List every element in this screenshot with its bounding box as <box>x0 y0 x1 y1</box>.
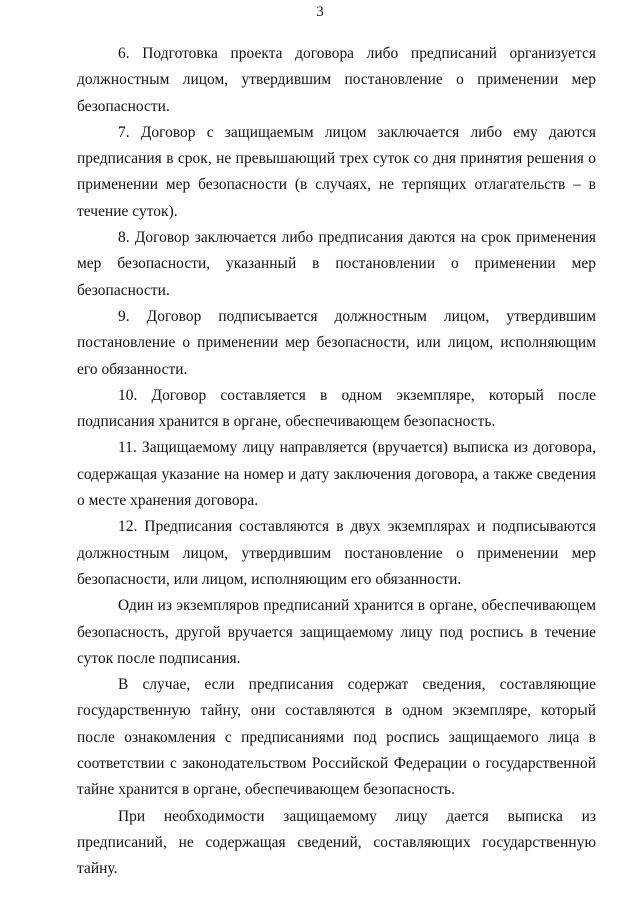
paragraph-copies-storage: Один из экземпляров предписаний хранится в органе, обеспечивающем безопасность, другой вручается защищаемому лицу под роспись в течение суток после подписания. <box>77 597 596 667</box>
page-number: 3 <box>316 4 324 20</box>
document-body <box>77 41 596 883</box>
paragraph-10: 10. Договор составляется в одном экземпляре, который после подписания хранится в органе, обеспечивающем безопасность. <box>77 386 596 431</box>
paragraph-state-secret: В случае, если предписания содержат сведения, составляющие государственную тайну, они составляются в одном экземпляре, который после ознакомления с предписаниями под роспись защищаемого лица в соответствии с законодательством Российской Федерации о государственной тайне хранится в органе, обеспечивающем безопасность. <box>77 676 596 799</box>
paragraph-extract: При необходимости защищаемому лицу дается выписка из предписаний, не содержащая сведений, составляющих государственную тайну. <box>77 807 596 878</box>
paragraph-6: 6. Подготовка проекта договора либо предписаний организуется должностным лицом, утвердившим постановление о применении мер безопасности. <box>77 45 596 115</box>
paragraph-7: 7. Договор с защищаемым лицом заключается либо ему даются предписания в срок, не превышающий трех суток со дня принятия решения о применении мер безопасности (в случаях, не терпящих отлагательств – в течение суток). <box>77 123 596 220</box>
paragraph-12: 12. Предписания составляются в двух экземплярах и подписываются должностным лицом, утвердившим постановление о применении мер безопасности, или лицом, исполняющим его обязанности. <box>77 518 596 588</box>
paragraph-8: 8. Договор заключается либо предписания даются на срок применения мер безопасности, указанный в постановлении о применении мер безопасности. <box>77 229 596 299</box>
paragraph-9: 9. Договор подписывается должностным лицом, утвердившим постановление о применении мер безопасности, или лицом, исполняющим его обязанности. <box>77 307 596 378</box>
paragraph-11: 11. Защищаемому лицу направляется (вручается) выписка из договора, содержащая указание на номер и дату заключения договора, а также сведения о месте хранения договора. <box>77 439 596 510</box>
